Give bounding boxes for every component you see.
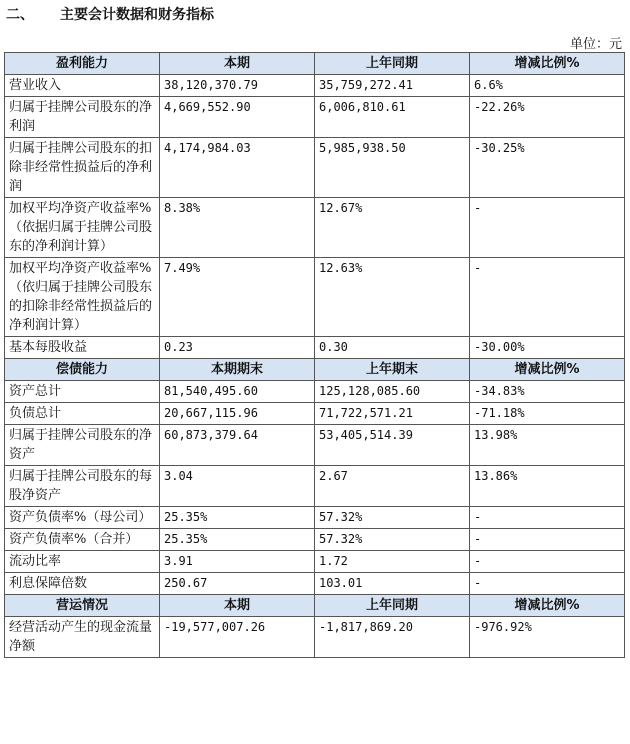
row-label: 归属于挂牌公司股东的扣除非经常性损益后的净利润 xyxy=(5,138,160,198)
row-label: 基本每股收益 xyxy=(5,337,160,359)
cell-value: 7.49% xyxy=(160,258,315,337)
cell-value: 60,873,379.64 xyxy=(160,425,315,466)
group-header-row xyxy=(5,595,625,617)
row-label: 归属于挂牌公司股东的每股净资产 xyxy=(5,466,160,507)
cell-value: - xyxy=(470,507,625,529)
cell-value: 12.63% xyxy=(315,258,470,337)
table-row xyxy=(5,529,625,551)
cell-value: - xyxy=(470,573,625,595)
table-row xyxy=(5,198,625,258)
row-label: 加权平均净资产收益率%（依归属于挂牌公司股东的扣除非经常性损益后的净利润计算） xyxy=(5,258,160,337)
table-row xyxy=(5,97,625,138)
section-number: 二、 xyxy=(6,7,34,23)
cell-value: 1.72 xyxy=(315,551,470,573)
column-header: 上年期末 xyxy=(315,359,470,381)
cell-value: 57.32% xyxy=(315,529,470,551)
column-header: 增减比例% xyxy=(470,595,625,617)
table-row xyxy=(5,138,625,198)
row-label: 流动比率 xyxy=(5,551,160,573)
table-row xyxy=(5,75,625,97)
cell-value: -19,577,007.26 xyxy=(160,617,315,658)
cell-value: - xyxy=(470,258,625,337)
row-label: 资产负债率%（母公司） xyxy=(5,507,160,529)
cell-value: 4,669,552.90 xyxy=(160,97,315,138)
cell-value: 0.30 xyxy=(315,337,470,359)
cell-value: 6,006,810.61 xyxy=(315,97,470,138)
cell-value: -34.83% xyxy=(470,381,625,403)
table-row xyxy=(5,551,625,573)
cell-value: 12.67% xyxy=(315,198,470,258)
table-row xyxy=(5,381,625,403)
column-header: 本期 xyxy=(160,53,315,75)
table-row xyxy=(5,403,625,425)
cell-value: 81,540,495.60 xyxy=(160,381,315,403)
cell-value: 13.86% xyxy=(470,466,625,507)
table-row xyxy=(5,573,625,595)
section-title: 主要会计数据和财务指标 xyxy=(60,7,214,23)
cell-value: 38,120,370.79 xyxy=(160,75,315,97)
table-row xyxy=(5,258,625,337)
cell-value: 125,128,085.60 xyxy=(315,381,470,403)
cell-value: 3.91 xyxy=(160,551,315,573)
cell-value: 103.01 xyxy=(315,573,470,595)
financial-indicators-table xyxy=(4,52,625,658)
cell-value: 71,722,571.21 xyxy=(315,403,470,425)
unit-label: 单位：元 xyxy=(569,37,622,52)
section-heading xyxy=(6,4,214,24)
cell-value: 2.67 xyxy=(315,466,470,507)
row-label: 经营活动产生的现金流量净额 xyxy=(5,617,160,658)
row-label: 资产负债率%（合并） xyxy=(5,529,160,551)
cell-value: 3.04 xyxy=(160,466,315,507)
column-header: 盈利能力 xyxy=(5,53,160,75)
cell-value: - xyxy=(470,529,625,551)
cell-value: -22.26% xyxy=(470,97,625,138)
cell-value: 25.35% xyxy=(160,507,315,529)
cell-value: 6.6% xyxy=(470,75,625,97)
cell-value: 13.98% xyxy=(470,425,625,466)
row-label: 营业收入 xyxy=(5,75,160,97)
group-header-row xyxy=(5,359,625,381)
cell-value: 5,985,938.50 xyxy=(315,138,470,198)
row-label: 资产总计 xyxy=(5,381,160,403)
cell-value: 53,405,514.39 xyxy=(315,425,470,466)
table-row xyxy=(5,425,625,466)
column-header: 上年同期 xyxy=(315,595,470,617)
cell-value: 25.35% xyxy=(160,529,315,551)
column-header: 增减比例% xyxy=(470,53,625,75)
row-label: 归属于挂牌公司股东的净利润 xyxy=(5,97,160,138)
table-row xyxy=(5,617,625,658)
cell-value: -30.25% xyxy=(470,138,625,198)
cell-value: - xyxy=(470,198,625,258)
cell-value: 0.23 xyxy=(160,337,315,359)
cell-value: 57.32% xyxy=(315,507,470,529)
cell-value: 20,667,115.96 xyxy=(160,403,315,425)
row-label: 归属于挂牌公司股东的净资产 xyxy=(5,425,160,466)
cell-value: 8.38% xyxy=(160,198,315,258)
group-header-row xyxy=(5,53,625,75)
column-header: 本期 xyxy=(160,595,315,617)
column-header: 上年同期 xyxy=(315,53,470,75)
column-header: 营运情况 xyxy=(5,595,160,617)
cell-value: 4,174,984.03 xyxy=(160,138,315,198)
column-header: 偿债能力 xyxy=(5,359,160,381)
cell-value: -976.92% xyxy=(470,617,625,658)
cell-value: 35,759,272.41 xyxy=(315,75,470,97)
row-label: 加权平均净资产收益率%（依据归属于挂牌公司股东的净利润计算） xyxy=(5,198,160,258)
cell-value: -71.18% xyxy=(470,403,625,425)
cell-value: 250.67 xyxy=(160,573,315,595)
column-header: 本期期末 xyxy=(160,359,315,381)
table-row xyxy=(5,337,625,359)
cell-value: -30.00% xyxy=(470,337,625,359)
row-label: 利息保障倍数 xyxy=(5,573,160,595)
cell-value: - xyxy=(470,551,625,573)
cell-value: -1,817,869.20 xyxy=(315,617,470,658)
row-label: 负债总计 xyxy=(5,403,160,425)
table-row xyxy=(5,507,625,529)
table-row xyxy=(5,466,625,507)
column-header: 增减比例% xyxy=(470,359,625,381)
